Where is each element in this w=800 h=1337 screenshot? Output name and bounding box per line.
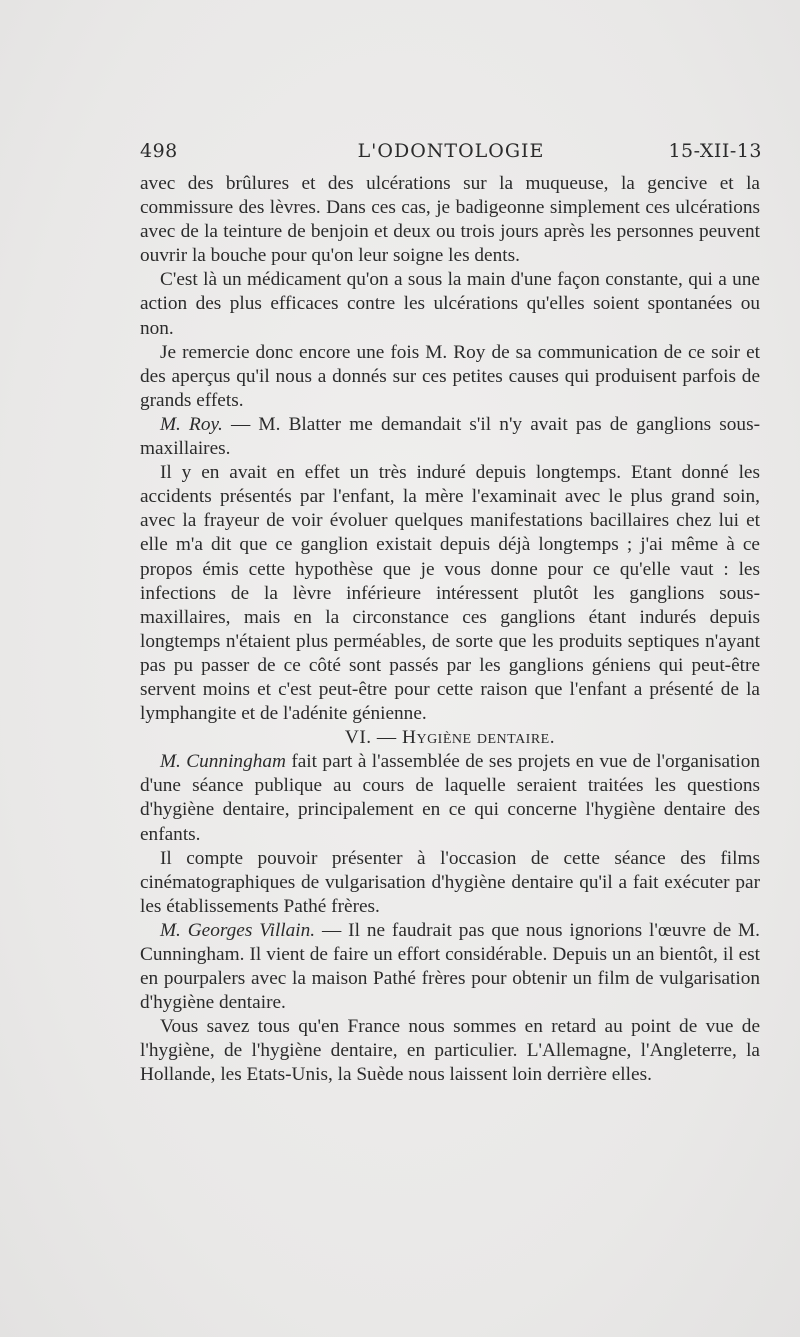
paragraph: C'est là un médicament qu'on a sous la main d'une façon constante, qui a une action des plus efficaces contre les ulcérations qu'elles soient spontanées ou non.	[140, 269, 760, 339]
paragraph: Je remercie donc encore une fois M. Roy de sa communication de ce soir et des aperçus qu'il nous a donnés sur ces petites causes qui produisent parfois de grands effets.	[140, 341, 760, 411]
running-header	[140, 140, 762, 168]
paragraph: M. Georges Villain. — Il ne faudrait pas que nous ignorions l'œuvre de M. Cunningham. Il vient de faire un effort considérable. Depuis un an bientôt, il est en pourpalers avec la maison Pathé frères pour obtenir un film de vulgarisation d'hygiène dentaire.	[140, 919, 760, 1014]
speaker-name: M. Georges Villain.	[160, 919, 316, 941]
paragraph: Vous savez tous qu'en France nous sommes en retard au point de vue de l'hygiène, de l'hygiène dentaire, en particulier. L'Allemagne, l'Angleterre, la Hollande, les Etats-Unis, la Suède nous laissent loin derrière elles.	[140, 1016, 760, 1086]
section-number: VI. —	[344, 727, 397, 749]
paragraph: Il compte pouvoir présenter à l'occasion de cette séance des films cinématographiques de vulgarisation d'hygiène dentaire qu'il a fait exécuter par les établissements Pathé frères.	[140, 847, 760, 917]
paragraph: M. Cunningham fait part à l'assemblée de ses projets en vue de l'organisation d'une séance publique au cours de laquelle seraient traitées les questions d'hygiène dentaire, principalement en ce qui concerne l'hygiène dentaire des enfants.	[140, 751, 760, 845]
paragraph: avec des brûlures et des ulcérations sur la muqueuse, la gencive et la commissure des lèvres. Dans ces cas, je badigeonne simplement ces ulcérations avec de la teinture de benjoin et deux ou trois jours après les personnes peuvent ouvrir la bouche pour qu'on leur soigne les dents.	[140, 173, 760, 267]
section-heading: Hygiène dentaire.	[402, 727, 556, 749]
issue-date: 15-XII-13	[668, 140, 762, 162]
journal-title: L'ODONTOLOGIE	[357, 140, 545, 162]
section-title	[140, 726, 760, 750]
speaker-name: M. Cunningham	[160, 751, 286, 773]
speaker-name: M. Roy.	[160, 413, 223, 435]
paragraph: Il y en avait en effet un très induré depuis longtemps. Etant donné les accidents présentés par l'enfant, la mère l'examinait avec le plus grand soin, avec la frayeur de voir évoluer quelques manifestations bacillaires chez lui et elle m'a dit que ce ganglion existait depuis déjà longtemps ; j'ai même à ce propos émis cette hypothèse que je vous donne pour ce qu'elle vaut : les infections de la lèvre inférieure intéressent plutôt les ganglions sous-maxillaires, mais en la circonstance ces ganglions étant indurés depuis longtemps n'étaient plus perméables, de sorte que les produits septiques n'ayant pas pu passer de ce côté sont passés par les ganglions géniens qui peut-être servent moins et c'est peut-être pour cette raison que l'enfant a présenté de la lymphangite et de l'adénite génienne.	[140, 462, 760, 725]
page-number: 498	[140, 140, 178, 162]
body-text	[140, 172, 760, 1088]
paragraph: M. Roy. — M. Blatter me demandait s'il n'y avait pas de ganglions sous-maxillaires.	[140, 413, 760, 460]
